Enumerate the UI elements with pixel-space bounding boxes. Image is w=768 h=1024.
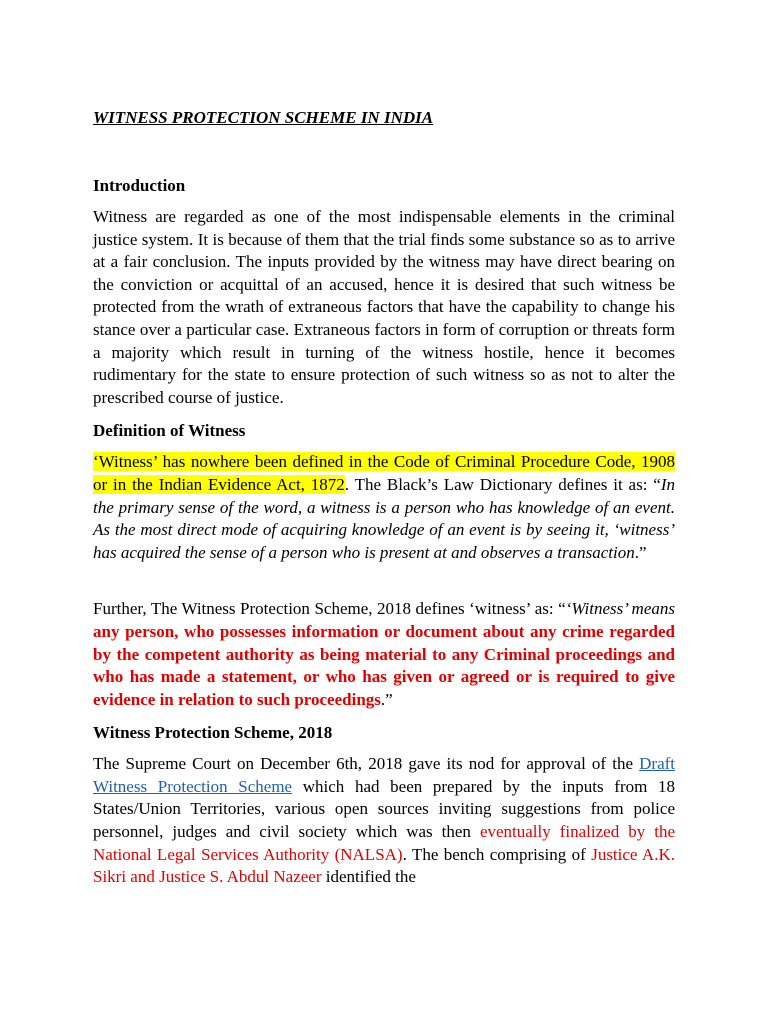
further-definition-paragraph — [93, 598, 675, 711]
scheme-red-2: Justice A.K. Sikri and Justice S. Abdul Nazeer — [93, 844, 675, 887]
scheme-text-3: . The bench comprising of — [402, 844, 592, 864]
scheme-paragraph — [93, 753, 675, 889]
introduction-paragraph: Witness are regarded as one of the most indispensable elements in the criminal justice system. It is because of them that the trial finds some substance so as to arrive at a fair conclusion. The inputs provided by the witness may have direct bearing on the conviction or acquittal of an accused, hence it is desired that such witness be protected from the wrath of extraneous factors that have the capability to change his stance over a particular case. Extraneous factors in form of corruption or threats form a majority which result in turning of the witness hostile, hence it becomes rudimentary for the state to ensure protection of such witness so as not to alter the prescribed course of justice. — [93, 207, 675, 407]
spacer — [93, 574, 675, 598]
quote-end: .” — [634, 542, 647, 562]
further-intro: Further, The Witness Protection Scheme, 2018 defines ‘witness’ as: “ — [93, 599, 566, 619]
scheme-text-2: which had been prepared by the inputs from 18 States/Union Territories, various open sources inviting suggestions from police personnel, judges and civil society which was then — [93, 776, 675, 842]
draft-scheme-link[interactable]: Draft Witness Protection Scheme — [93, 754, 675, 796]
scheme-text-4: identified the — [321, 867, 416, 887]
highlighted-text: ‘Witness’ has nowhere been defined in the Code of Criminal Procedure Code, 1908 or in the Indian Evidence Act, 1872 — [93, 452, 675, 494]
further-bold-red: any person, who possesses information or document about any crime regarded by the competent authority as being material to any Criminal proceedings and who has made a statement, or who has given or agreed or is required to give evidence in relation to such proceedings — [93, 621, 675, 709]
document-title: WITNESS PROTECTION SCHEME IN INDIA — [93, 108, 434, 127]
scheme-red-1: eventually finalized by the National Legal Services Authority (NALSA) — [93, 822, 675, 864]
further-italic: ‘Witness’ means — [565, 599, 675, 619]
definition-text: . The Black’s Law Dictionary defines it as: “ — [344, 474, 661, 494]
heading-introduction: Introduction — [93, 176, 186, 195]
heading-scheme: Witness Protection Scheme, 2018 — [93, 723, 333, 743]
further-end: .” — [380, 689, 393, 709]
definition-paragraph — [93, 451, 675, 564]
scheme-text-1: The Supreme Court on December 6th, 2018 gave its nod for approval of the — [93, 754, 640, 774]
blacks-law-quote: In the primary sense of the word, a witness is a person who has knowledge of an event. As the most direct mode of acquiring knowledge of an event is by seeing it, ‘witness’ has acquired the sense of a person who is present at and observes a transaction — [93, 474, 675, 562]
heading-definition: Definition of Witness — [93, 421, 246, 441]
